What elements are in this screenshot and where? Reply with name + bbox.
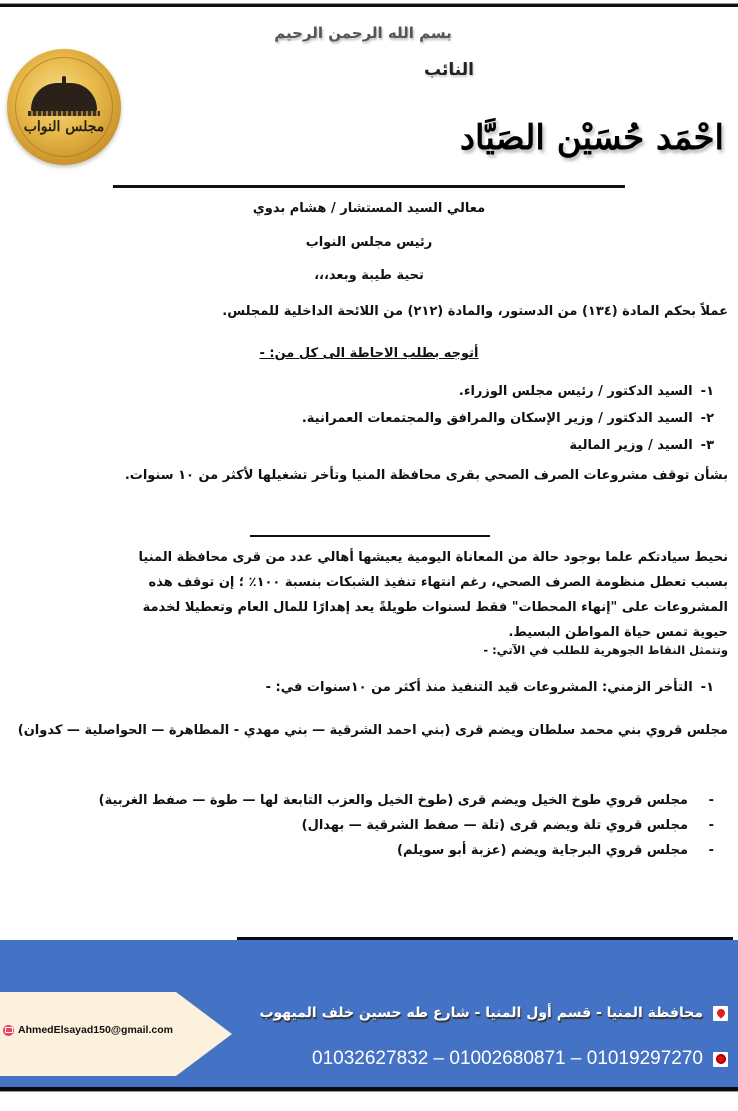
councils-list [14, 788, 714, 863]
council-item: - مجلس قروي طوخ الخيل ويضم قرى (طوخ الخيل والعزب التابعة لها — طوة — صفط الغربية) [98, 793, 714, 808]
addressee: معالي السيد المستشار / هشام بدوي [252, 201, 486, 216]
body-line: نحيط سيادتكم علما بوجود حالة من المعاناة اليومية يعيشها أهالي عدد من قرى محافظة المنيا [138, 550, 728, 565]
council-paragraph: مجلس قروي بني محمد سلطان ويضم قرى (بني احمد الشرقية — بني مهدي - المطاهرة — الحواصلية — كدوان) [17, 723, 728, 738]
body-paragraph [6, 545, 728, 645]
location-pin-icon [713, 1006, 728, 1021]
addressee-role: رئيس مجلس النواب [305, 235, 433, 250]
logo-ring [15, 57, 113, 157]
council-item: - مجلس قروي البرجاية ويضم (عزبة أبو سويلم) [397, 843, 714, 858]
body-line: المشروعات على "إنهاء المحطات" فقط لسنوات طويلةً يعد إهدارًا للمال العام وتعطيلا لخدمة [142, 600, 728, 615]
phone-contact [312, 1048, 728, 1070]
email-icon [3, 1025, 14, 1036]
parliament-logo [7, 49, 121, 165]
recipient-item: ٢-السيد الدكتور / وزير الإسكان والمرافق والمجتمعات العمرانية. [301, 411, 714, 426]
footer-bottom-rule [0, 1087, 738, 1092]
recipient-item: ٣-السيد / وزير المالية [569, 438, 714, 453]
body-line: بسبب تعطل منظومة الصرف الصحي، رغم انتهاء تنفيذ الشبكات بنسبة ١٠٠٪ ؛ إن توقف هذه [148, 575, 728, 590]
logo-text: مجلس النواب [23, 119, 105, 135]
council-item: - مجلس قروي تلة ويضم قرى (تلة — صفط الشرقية — بهدال) [301, 818, 714, 833]
key-points-intro: وتتمثل النقاط الجوهرية للطلب في الآتي: - [483, 643, 728, 657]
email-contact [3, 1024, 173, 1036]
address-text: محافظة المنيا - قسم أول المنيا - شارع طه حسين خلف الميهوب [259, 1005, 703, 1021]
basmala: بسم الله الرحمن الرحيم [274, 24, 452, 42]
address-contact [259, 1005, 728, 1021]
recipient-item: ١-السيد الدكتور / رئيس مجلس الوزراء. [458, 384, 714, 399]
top-border-rule [0, 3, 738, 7]
preamble: عملاً بحكم المادة (١٣٤) من الدستور، والمادة (٢١٢) من اللائحة الداخلية للمجلس. [222, 304, 728, 319]
email-address[interactable]: AhmedElsayad150@gmail.com [18, 1024, 173, 1036]
section-divider [250, 535, 490, 537]
greeting: تحية طيبة وبعد،،، [314, 268, 424, 283]
recipients-list [34, 384, 714, 465]
header-divider [113, 185, 625, 188]
request-heading: أتوجه بطلب الاحاطة الى كل من: - [259, 346, 479, 361]
body-line: حيوية تمس حياة المواطن البسيط. [508, 625, 728, 640]
point-item: ١-التأخر الزمني: المشروعات قيد التنفيذ منذ أكثر من ١٠سنوات في: - [265, 680, 714, 695]
subject-line: بشأن توقف مشروعات الصرف الصحي بقرى محافظة المنيا وتأخر تشغيلها لأكثر من ١٠ سنوات. [124, 468, 728, 483]
dome-icon [31, 83, 97, 111]
deputy-title: النائب [424, 60, 474, 80]
deputy-name: احْمَد حُسَيْن الصَيَّاد [459, 118, 724, 158]
phone-numbers[interactable]: 01032627832 – 01002680871 – 01019297270 [312, 1048, 703, 1069]
phone-icon [713, 1052, 728, 1067]
